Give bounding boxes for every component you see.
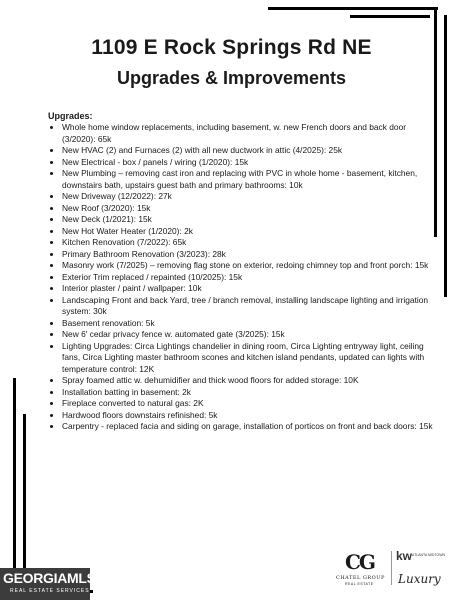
list-item: • Spray foamed attic w. dehumidifier and thick wood floors for added storage: 10K: [62, 375, 434, 387]
chatel-group-logo-sub: REAL ESTATE: [345, 582, 374, 586]
list-item: • New Plumbing – removing cast iron and replacing with PVC in whole home - basement, kitchen, downstairs bath, upstairs guest bath and primary bathrooms: 10k: [62, 168, 434, 191]
corner-bar-top-right-long: [268, 7, 438, 10]
list-item: • New 6' cedar privacy fence w. automated gate (3/2025): 15k: [62, 329, 434, 341]
list-item: • Interior plaster / paint / wallpaper: 10k: [62, 283, 434, 295]
list-item: • New Deck (1/2021): 15k: [62, 214, 434, 226]
chatel-group-logo-mark: CG: [345, 550, 374, 574]
corner-bar-bottom-left-vertical-2: [23, 414, 26, 592]
corner-bar-top-right-short: [350, 15, 430, 18]
list-item: • Basement renovation: 5k: [62, 318, 434, 330]
kw-logo-mark: kw: [396, 549, 413, 563]
list-item: • New HVAC (2) and Furnaces (2) with all new ductwork in attic (4/2025): 25k: [62, 145, 434, 157]
list-item: • New Driveway (12/2022): 27k: [62, 191, 434, 203]
page-title: 1109 E Rock Springs Rd NE: [91, 36, 372, 59]
list-item: • New Hot Water Heater (1/2020): 2k: [62, 226, 434, 238]
georgia-mls-logo-text: GEORGIAMLS: [3, 570, 96, 586]
list-item: • Landscaping Front and back Yard, tree / branch removal, installing landscape lighting and irrigation system: 30k: [62, 295, 434, 318]
chatel-group-logo-name: CHATEL GROUP: [336, 575, 385, 581]
list-item: • Installation batting in basement: 2k: [62, 387, 434, 399]
list-item: • Carpentry - replaced facia and siding on garage, installation of porticos on front and back doors: 15k: [62, 421, 434, 433]
list-item: • Fireplace converted to natural gas: 2K: [62, 398, 434, 410]
list-item: • New Roof (3/2020): 15k: [62, 203, 434, 215]
list-item: • Kitchen Renovation (7/2022): 65k: [62, 237, 434, 249]
upgrades-list: [48, 122, 434, 433]
list-item: • Lighting Upgrades: Circa Lightings chandelier in dining room, Circa Lighting entryway light, ceiling fans, Circa Lighting master bathroom scones and kitchen island pendants, updated can lights with temperature control: 12K: [62, 341, 434, 376]
list-item: • New Electrical - box / panels / wiring (1/2020): 15k: [62, 157, 434, 169]
list-item: • Exterior Trim replaced / repainted (10/2025): 15k: [62, 272, 434, 284]
list-item: • Hardwood floors downstairs refinished: 5k: [62, 410, 434, 422]
georgia-mls-logo-subtext: REAL ESTATE SERVICES: [10, 588, 90, 594]
kw-logo-sub: ATLANTA MIDTOWN: [412, 553, 446, 557]
list-item: • Masonry work (7/2025) – removing flag stone on exterior, redoing chimney top and front porch: 15k: [62, 260, 434, 272]
list-item: • Primary Bathroom Renovation (3/2023): 28k: [62, 249, 434, 261]
georgia-mls-logo: [0, 568, 96, 600]
page-subtitle: Upgrades & Improvements: [116, 68, 347, 88]
list-item: • Whole home window replacements, including basement, w. new French doors and back door (3/2020): 65k: [62, 122, 434, 145]
kw-luxury-logo: Luxury: [398, 572, 441, 586]
section-label: Upgrades:: [48, 111, 93, 121]
corner-bar-bottom-left-vertical-1: [13, 378, 16, 592]
logo-divider: [391, 551, 392, 585]
